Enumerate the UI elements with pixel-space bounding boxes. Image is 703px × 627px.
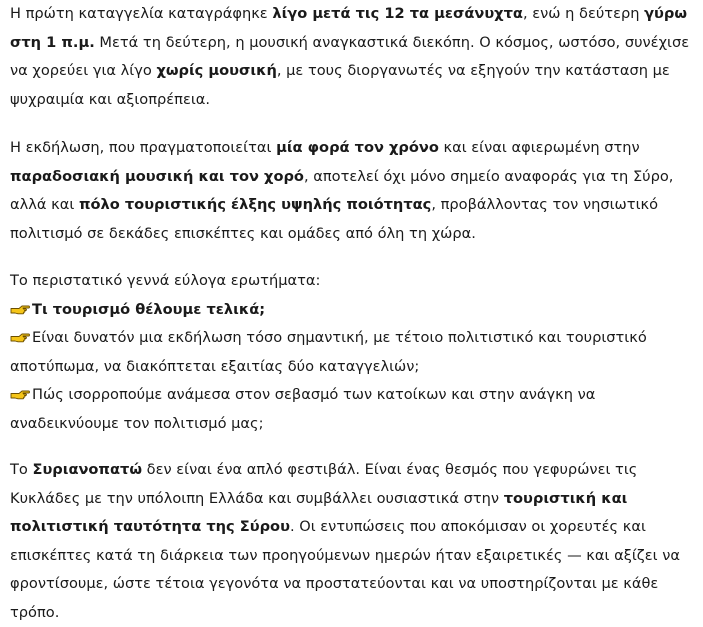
bold-text: χωρίς μουσική: [156, 62, 277, 79]
text-span: , προβάλλοντας τον νησιωτικό πολιτισμό σε δεκάδες επισκέπτες και ομάδες από όλη τη χώρα.: [10, 196, 659, 242]
text-span: και είναι αφιερωμένη στην: [438, 139, 640, 156]
question-text: Είναι δυνατόν μια εκδήλωση τόσο σημαντική, με τέτοιο πολιτιστικό και τουριστικό αποτύπωμα, να διακόπτεται εξαιτίας δύο καταγγελιών;: [10, 329, 647, 375]
pointing-hand-icon: [10, 302, 30, 316]
text-span: Το: [10, 461, 33, 478]
question-item: [10, 324, 691, 381]
bold-text: τουριστική και πολιτιστική ταυτότητα της Σύρου: [10, 489, 628, 535]
paragraph-festival: [10, 456, 691, 627]
text-span: Μετά τη δεύτερη, η μουσική αναγκαστικά διεκόπη. Ο κόσμος, ωστόσο, συνέχισε να χορεύει για λίγο: [10, 33, 690, 79]
bold-text: λίγο μετά τις 12 τα μεσάνυχτα: [272, 5, 523, 22]
question-text: Πώς ισορροπούμε ανάμεσα στον σεβασμό των κατοίκων και στην ανάγκη να αναδεικνύουμε τον πολιτισμό μας;: [10, 386, 596, 432]
question-text: Τι τουρισμό θέλουμε τελικά;: [32, 300, 266, 318]
text-span: Η πρώτη καταγγελία καταγράφηκε: [10, 5, 273, 22]
bold-text: παραδοσιακή μουσική και τον χορό: [10, 167, 304, 185]
paragraph-event: [10, 134, 691, 248]
pointing-hand-icon: [10, 387, 30, 401]
questions-intro: Το περιστατικό γεννά εύλογα ερωτήματα:: [10, 272, 321, 289]
text-span: , με τους διοργανωτές να εξηγούν την κατάσταση με ψυχραιμία και αξιοπρέπεια.: [10, 62, 670, 108]
question-item: [10, 296, 691, 325]
paragraph-complaints: [10, 0, 691, 114]
text-span: . Οι εντυπώσεις που αποκόμισαν οι χορευτές και επισκέπτες κατά τη διάρκεια των προηγούμενων ημερών ήταν εξαιρετικές — και αξίζει να φροντίσουμε, ώστε τέτοια γεγονότα να προστατεύονται και να υποστηρίζονται με κάθε τρόπο.: [10, 518, 680, 621]
bold-text: Συριανοπατώ: [32, 461, 143, 478]
text-span: Η εκδήλωση, που πραγματοποιείται: [10, 139, 277, 156]
question-item: [10, 381, 691, 438]
text-span: δεν είναι ένα απλό φεστιβάλ. Είναι ένας θεσμός που γεφυρώνει τις Κυκλάδες με την υπόλοιπη Ελλάδα και συμβάλλει ουσιαστικά στην: [10, 461, 638, 507]
bold-text: πόλο τουριστικής έλξης υψηλής ποιότητας: [78, 196, 432, 213]
text-span: , αποτελεί όχι μόνο σημείο αναφοράς για τη Σύρο, αλλά και: [10, 167, 674, 213]
pointing-hand-icon: [10, 330, 30, 344]
paragraph-questions: [10, 267, 691, 438]
bold-text: μία φορά τον χρόνο: [276, 139, 439, 156]
text-span: , ενώ η δεύτερη: [522, 5, 645, 22]
bold-text: γύρω στη 1 π.μ.: [10, 5, 688, 51]
